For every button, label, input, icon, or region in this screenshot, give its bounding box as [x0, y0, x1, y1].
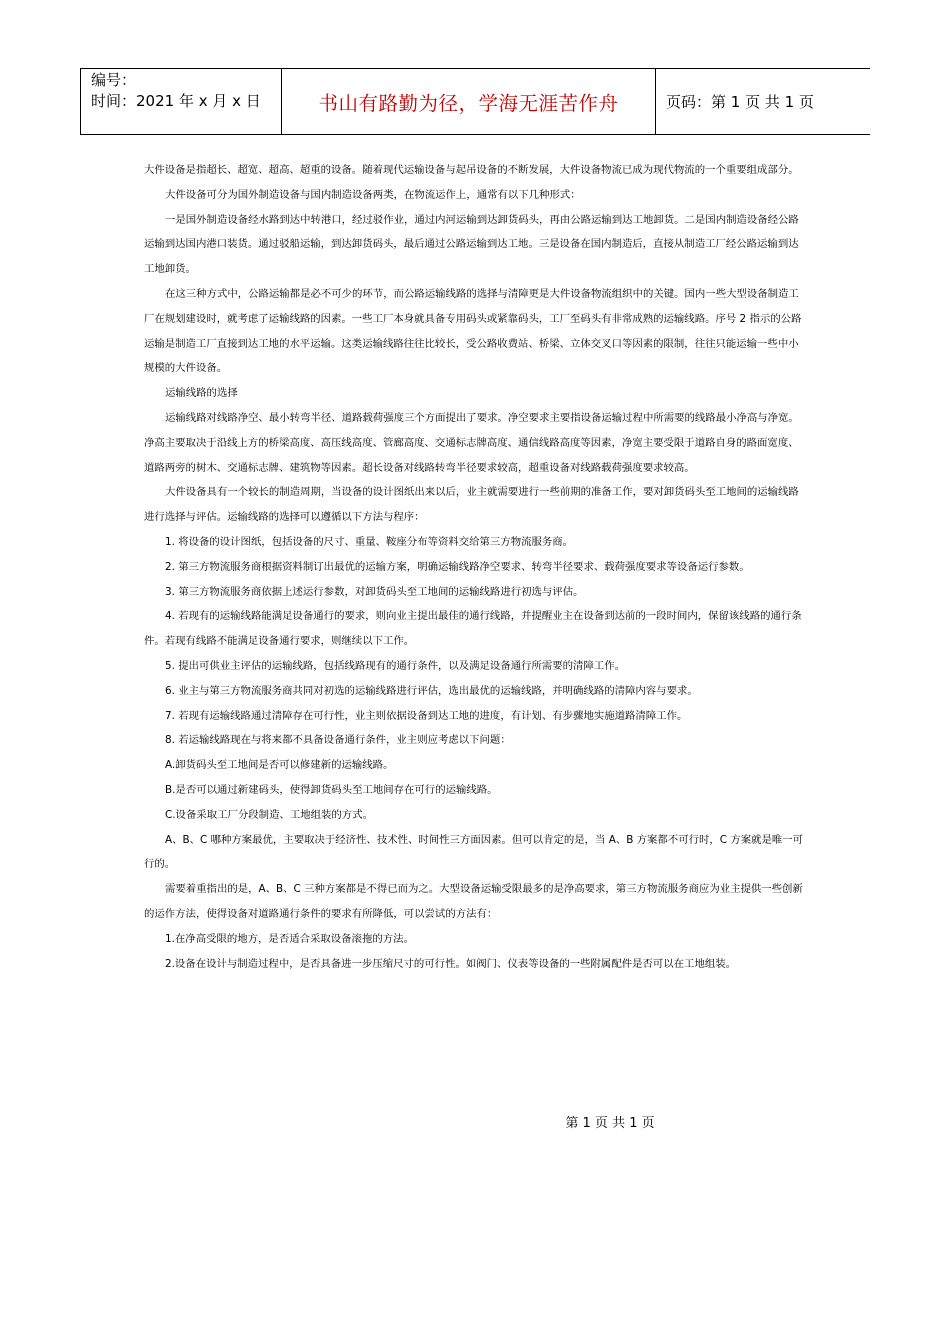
document-header: [80, 68, 870, 135]
paragraph: 大件设备可分为国外制造设备与国内制造设备两类，在物流运作上，通常有以下几种形式：: [165, 188, 581, 201]
number-label: 编号：: [91, 71, 137, 89]
paragraph: 2. 第三方物流服务商根据资料制订出最优的运输方案，明确运输线路净空要求、转弯半径要求、载荷强度要求等设备运行参数。: [165, 560, 750, 573]
paragraph: 1. 将设备的设计图纸，包括设备的尺寸、重量、鞍座分布等资料交给第三方物流服务商。: [165, 535, 574, 548]
paragraph: 运输线路对线路净空、最小转弯半径、道路载荷强度三个方面提出了要求。净空要求主要指设备运输过程中所需要的线路最小净高与净宽。净高主要取决于沿线上方的桥梁高度、高压线高度、管廊高度、交通标志牌高度、通信线路高度等因素，净宽主要受限于道路自身的路面宽度、道路两旁的树木、交通标志牌、建筑物等因素。超长设备对线路转弯半径要求较高，超重设备对线路载荷强度要求较高。: [144, 411, 799, 474]
paragraph: 在这三种方式中，公路运输都是必不可少的环节，而公路运输线路的选择与清障更是大件设备物流组织中的关键。国内一些大型设备制造工厂在规划建设时，就考虑了运输线路的因素。一些工厂本身就具备专用码头或紧靠码头，工厂至码头有非常成熟的运输线路。序号 2 指示的公路运输是制造工厂直接到达工地的水平运输。这类运输线路往往比较长，受公路收费站、桥梁、立体交叉口等因素的限制，往往只能运输一些中小规模的大件设备。: [144, 287, 802, 375]
paragraph: 6. 业主与第三方物流服务商共同对初选的运输线路进行评估，选出最优的运输线路，并明确线路的清障内容与要求。: [165, 684, 698, 697]
paragraph: B.是否可以通过新建码头，使得卸货码头至工地间存在可行的运输线路。: [165, 783, 498, 796]
motto-text: 书山有路勤为径，学海无涯苦作舟: [318, 91, 619, 115]
page-number-cell: [656, 69, 870, 134]
page-footer: [0, 1112, 950, 1131]
paragraph: 一是国外制造设备经水路到达中转港口，经过驳作业，通过内河运输到达卸货码头，再由公路运输到达工地卸货。二是国内制造设备经公路运输到达国内港口装货。通过驳船运输，到达卸货码头，最后通过公路运输到达工地。三是设备在国内制造后，直接从制造工厂经公路运输到达工地卸货。: [144, 213, 799, 276]
paragraph: 4. 若现有的运输线路能满足设备通行的要求，则向业主提出最佳的通行线路，并提醒业主在设备到达前的一段时间内，保留该线路的通行条件。若现有线路不能满足设备通行要求，则继续以下工作。: [144, 610, 802, 648]
footer-page-number: 第 1 页 共 1 页: [565, 1116, 655, 1131]
paragraph: A.卸货码头至工地间是否可以修建新的运输线路。: [165, 759, 394, 772]
time-label: 时间：2021 年 x 月 x 日: [91, 92, 261, 110]
paragraph: 需要着重指出的是，A、B、C 三种方案都是不得已而为之。大型设备运输受限最多的是净高要求，第三方物流服务商应为业主提供一些创新的运作方法，使得设备对道路通行条件的要求有所降低，可以尝试的方法有：: [144, 883, 803, 920]
paragraph: C.设备采取工厂分段制造、工地组装的方式。: [165, 808, 373, 821]
paragraph: 运输线路的选择: [165, 387, 238, 400]
document-body: [144, 158, 808, 976]
paragraph: 3. 第三方物流服务商依据上述运行参数，对卸货码头至工地间的运输线路进行初选与评估。: [165, 585, 584, 598]
header-info-cell: [81, 69, 282, 134]
paragraph: 大件设备具有一个较长的制造周期，当设备的设计图纸出来以后，业主就需要进行一些前期的准备工作，要对卸货码头至工地间的运输线路进行选择与评估。运输线路的选择可以遵循以下方法与程序：: [144, 486, 799, 524]
paragraph: 5. 提出可供业主评估的运输线路，包括线路现有的通行条件，以及满足设备通行所需要的清障工作。: [165, 659, 626, 672]
paragraph: 1.在净高受限的地方，是否适合采取设备滚拖的方法。: [165, 932, 414, 945]
page-number-label: 页码：第 1 页 共 1 页: [666, 93, 814, 111]
paragraph: 2.设备在设计与制造过程中，是否具备进一步压缩尺寸的可行性。如阀门、仪表等设备的一些附属配件是否可以在工地组装。: [165, 957, 737, 970]
paragraph: 7. 若现有运输线路通过清障存在可行性，业主则依据设备到达工地的进度，有计划、有步骤地实施道路清障工作。: [165, 709, 688, 722]
paragraph: 8. 若运输线路现在与将来都不具备设备通行条件，业主则应考虑以下问题：: [165, 734, 511, 747]
paragraph: 大件设备是指超长、超宽、超高、超重的设备。随着现代运输设备与起吊设备的不断发展，大件设备物流已成为现代物流的一个重要组成部分。: [144, 164, 799, 176]
motto-cell: [282, 69, 656, 134]
paragraph: A、B、C 哪种方案最优，主要取决于经济性、技术性、时间性三方面因素。但可以肯定的是，当 A、B 方案都不可行时，C 方案就是唯一可行的。: [144, 833, 804, 871]
